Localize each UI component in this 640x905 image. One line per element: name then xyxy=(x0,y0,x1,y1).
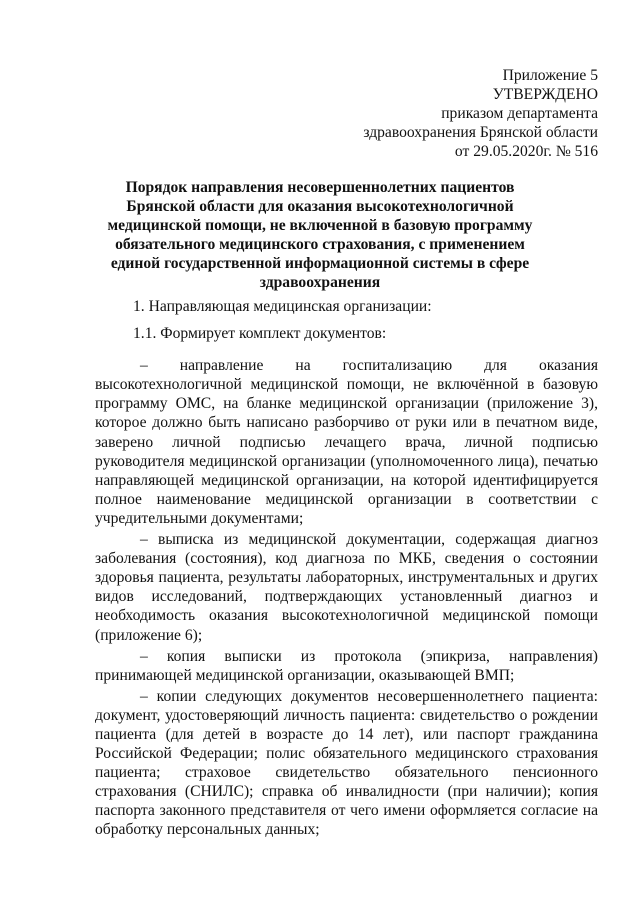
document-body xyxy=(95,297,598,840)
section-1-heading: 1. Направляющая медицинская организации: xyxy=(133,298,432,315)
list-item: – выписка из медицинской документации, содержащая диагноз заболевания (состояния), код диагноза по МКБ, сведения о состоянии здоровья пациента, результаты лабораторных, инструментальных и других видов исследований, подтверждающих установленный диагноз и необходимость оказания высокотехнологичной медицинской помощи (приложение 6); xyxy=(95,531,598,644)
approval-block xyxy=(298,66,598,161)
order-date-number: от 29.05.2020г. № 516 xyxy=(454,143,598,161)
section-1-1-heading: 1.1. Формирует комплект документов: xyxy=(133,325,387,343)
approved-stamp: УТВЕРЖДЕНО xyxy=(492,86,598,104)
list-item: – копии следующих документов несовершеннолетнего пациента: документ, удостоверяющий личность пациента: свидетельство о рождении пациента (для детей в возрасте до 14 лет), или паспорт гражданина Российской Федерации; полис обязательного медицинского страхования пациента; страховое свидетельство обязательного пенсионного страхования (СНИЛС); справка об инвалидности (при наличии); копия паспорта законного представителя от чего имени оформляется согласие на обработку персональных данных; xyxy=(95,687,598,839)
list-item: – направление на госпитализацию для оказания высокотехнологичной медицинской помощи, не включённой в базовую программу ОМС, на бланке медицинской организации (приложение 3), которое должно быть написано разборчиво от руки или в печатном виде, заверено личной подписью лечащего врача, личной подписью руководителя медицинской организации (уполномоченного лица), печатью направляющей медицинской организации, на которой идентифицируется полное наименование медицинской организации в соответствии с учредительными документами; xyxy=(95,357,598,527)
list-item: – копия выписки из протокола (эпикриза, направления) принимающей медицинской организации, оказывающей ВМП; xyxy=(95,647,598,684)
order-line: приказом департамента xyxy=(441,105,598,123)
appendix-number: Приложение 5 xyxy=(502,67,598,84)
document-title: Порядок направления несовершеннолетних пациентов Брянской области для оказания высокотехнологичной медицинской помощи, не включенной в базовую программу обязательного медицинского страхования, с применением единой государственной информационной системы в сфере здравоохранения xyxy=(107,179,533,292)
department-line: здравоохранения Брянской области xyxy=(363,124,598,142)
